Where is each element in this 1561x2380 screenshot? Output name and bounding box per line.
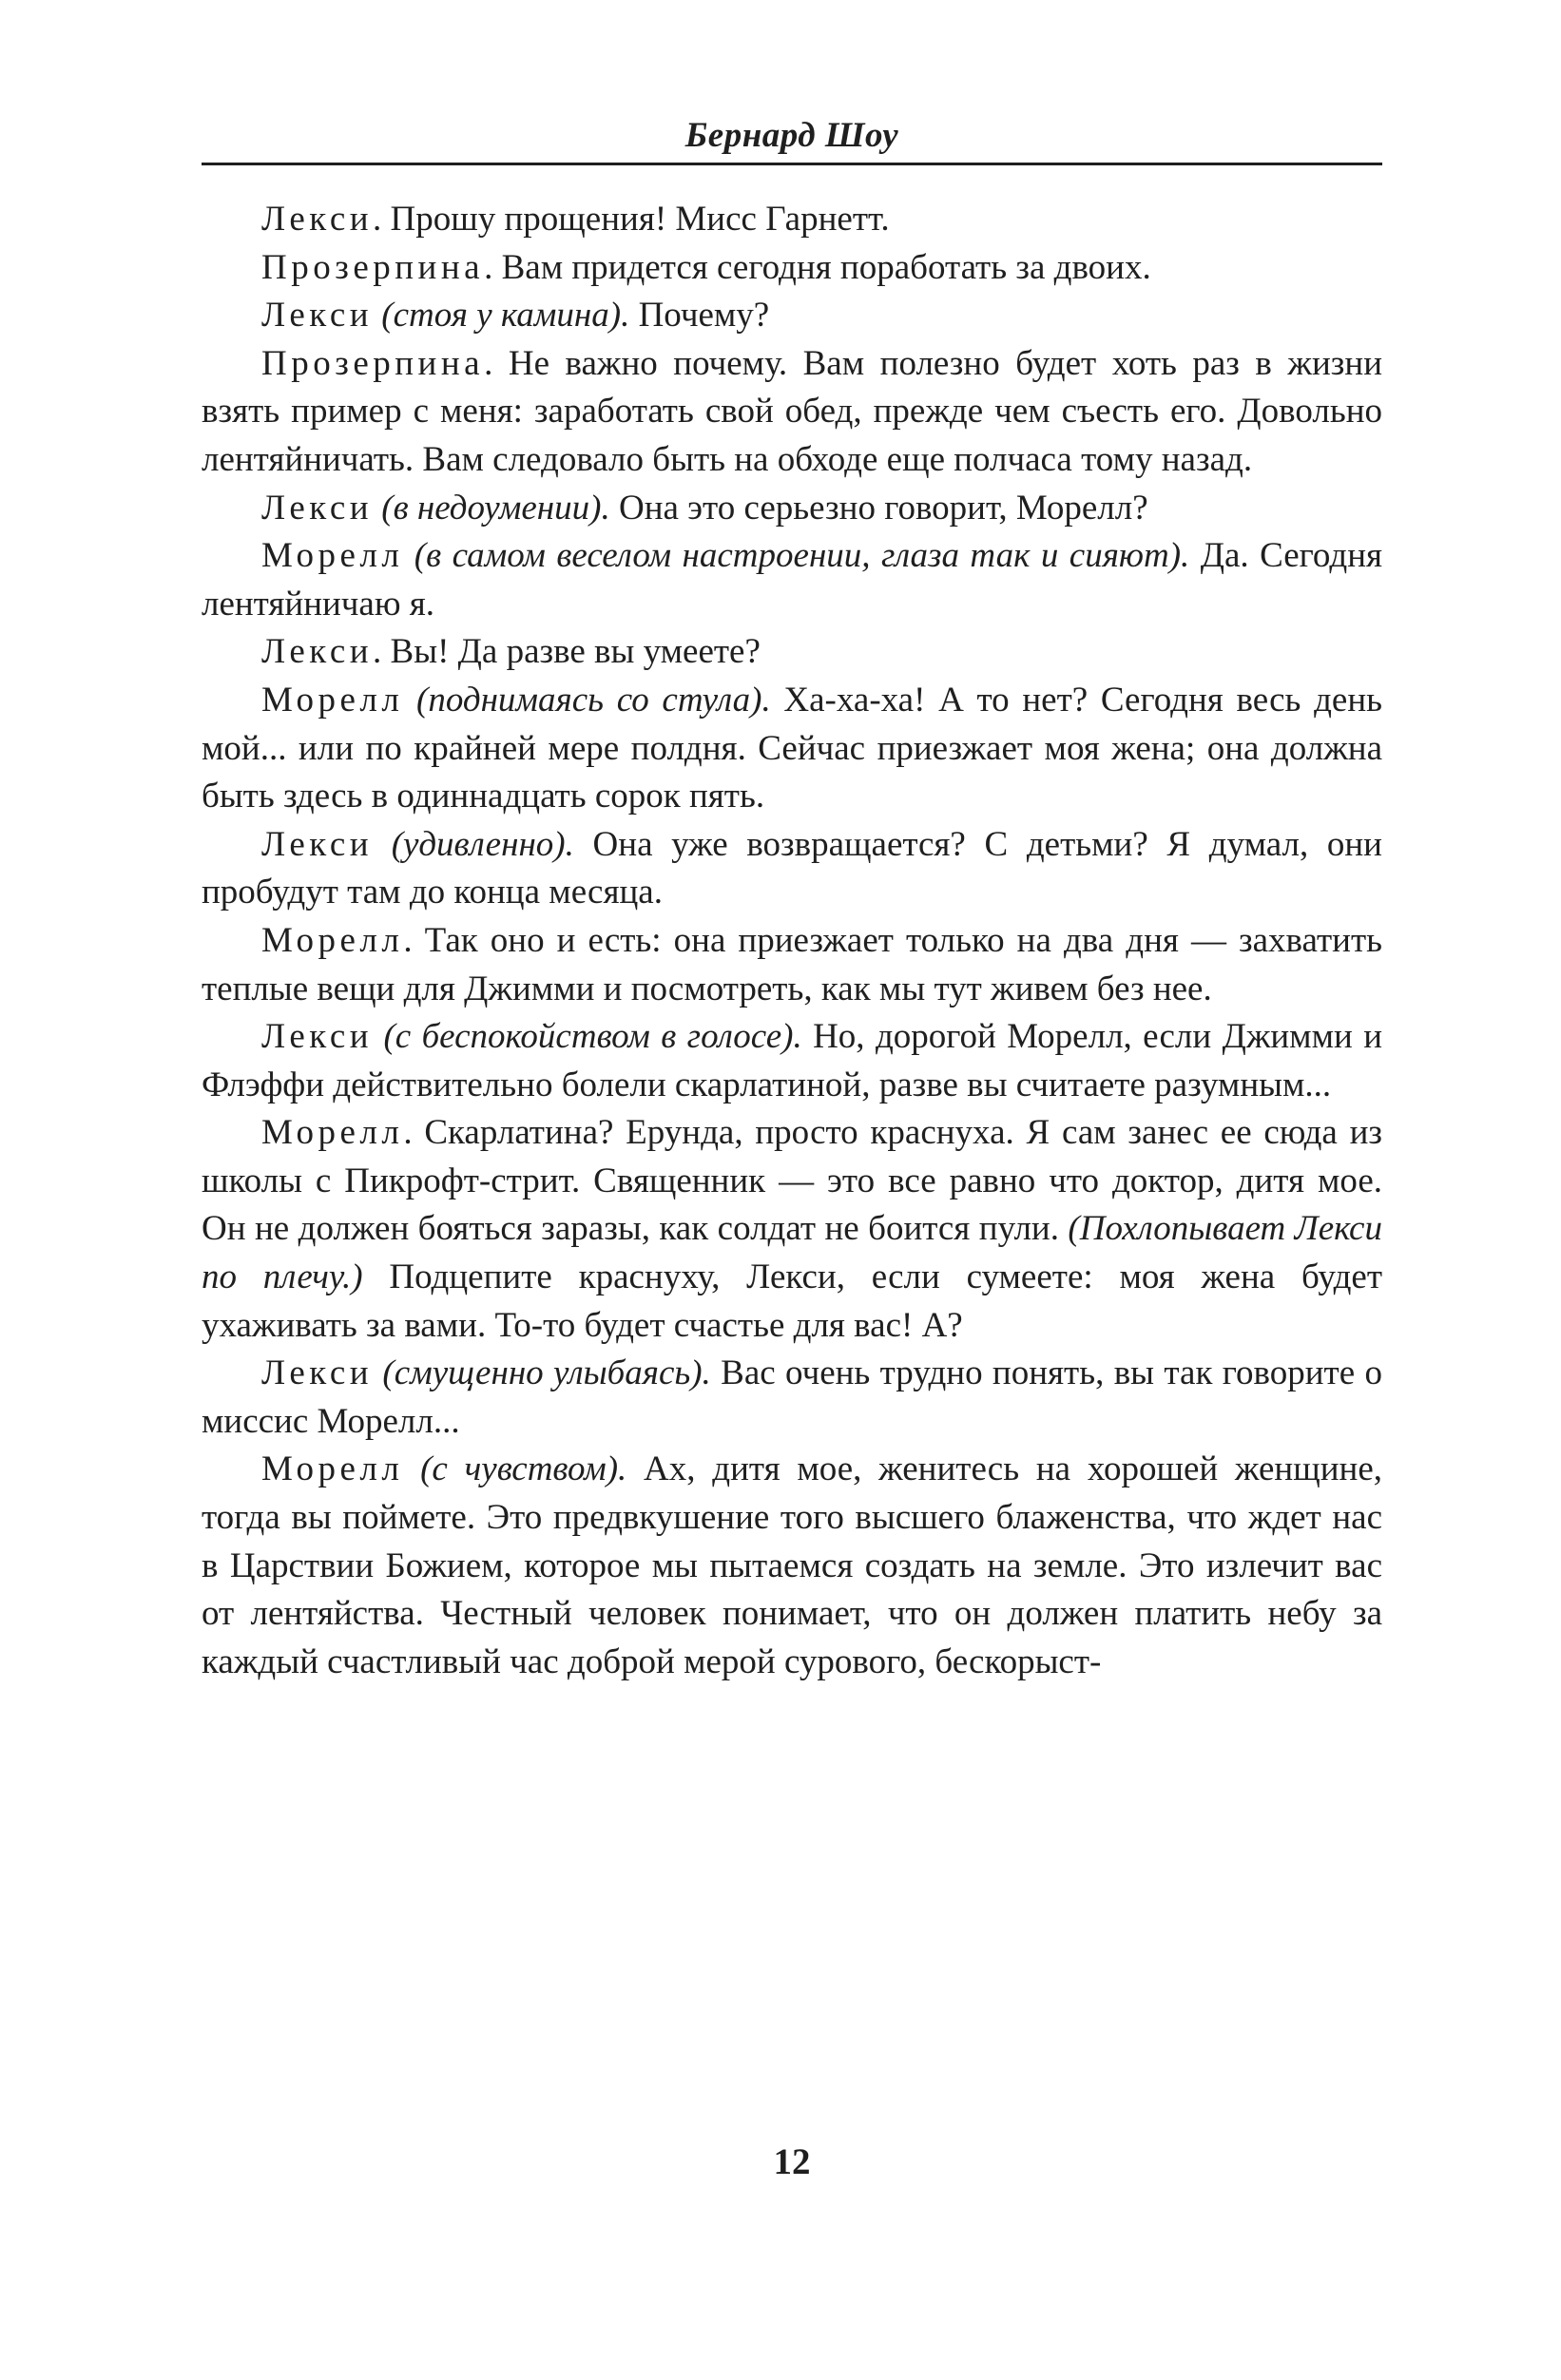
speaker-name: Морелл <box>261 536 404 576</box>
dialogue-paragraph <box>202 917 1382 1013</box>
dialogue-paragraph <box>202 532 1382 628</box>
dialogue-text: Подцепите краснуху, Лекси, если сумеете: моя жена будет ухаживать за вами. То-то будет счастье для вас! А? <box>202 1257 1382 1345</box>
dialogue-paragraph <box>202 1446 1382 1686</box>
dialogue-paragraph <box>202 292 1382 340</box>
dialogue-paragraph <box>202 1350 1382 1446</box>
dialogue-text <box>373 1353 382 1392</box>
stage-direction: (Похлопывает Лекси по плечу.) <box>202 1209 1382 1297</box>
speaker-name: Лекси <box>261 488 374 528</box>
dialogue-text: Ах, дитя мое, женитесь на хорошей женщине, тогда вы поймете. Это предвкушение того высшего блаженства, что ждет нас в Царствии Божием, которое мы пытаемся создать на земле. Это излечит вас от лентяйства. Честный человек понимает, что он должен платить небу за каждый счастливый час доброй мерой сурового, бескорыст- <box>202 1449 1382 1681</box>
dialogue-text: Она уже возвращается? С детьми? Я думал, они пробудут там до конца месяца. <box>202 824 1382 912</box>
dialogue-paragraph <box>202 1013 1382 1109</box>
dialogue-text: Ха-ха-ха! А то нет? Сегодня весь день мой... или по крайней мере полдня. Сейчас приезжает моя жена; она должна быть здесь в одиннадцать сорок пять. <box>202 680 1382 816</box>
dialogue-text: Вас очень трудно понять, вы так говорите о миссис Морелл... <box>202 1353 1382 1441</box>
speaker-name: Прозерпина <box>261 247 485 287</box>
dialogue-text: . Прошу прощения! Мисс Гарнетт. <box>373 200 890 239</box>
dialogue-text <box>403 1449 420 1488</box>
dialogue-text: Она это серьезно говорит, Морелл? <box>609 488 1148 528</box>
dialogue-text <box>403 681 416 720</box>
dialogue-text: Почему? <box>629 296 770 336</box>
dialogue-text: . Скарлатина? Ерунда, просто краснуха. Я сам занес ее сюда из школы с Пикрофт-стрит. Священник — это все равно что доктор, дитя мое. Он не должен бояться заразы, как солдат не боится пули. <box>202 1113 1382 1249</box>
dialogue-text: . Не важно почему. Вам полезно будет хоть раз в жизни взять пример с меня: заработать свой обед, прежде чем съесть его. Довольно лентяйничать. Вам следовало быть на обходе еще полчаса тому назад. <box>202 343 1382 479</box>
stage-direction: (в самом веселом настроении, глаза так и сияют). <box>414 536 1190 576</box>
dialogue-paragraph <box>202 485 1382 533</box>
dialogue-paragraph <box>202 1109 1382 1350</box>
speaker-name: Лекси <box>261 632 374 672</box>
page-number: 12 <box>773 2141 811 2182</box>
stage-direction: (с беспокойством в голосе). <box>383 1017 802 1057</box>
dialogue-text: . Вам придется сегодня поработать за двоих. <box>484 247 1151 287</box>
dialogue-text <box>373 1017 383 1056</box>
running-head-author: Бернард Шоу <box>684 116 899 155</box>
dialogue-text: Да. Сегодня лентяйничаю я. <box>202 536 1383 624</box>
speaker-name: Морелл <box>261 920 404 960</box>
dialogue-paragraph <box>202 196 1382 244</box>
play-text <box>202 196 1382 1686</box>
dialogue-paragraph <box>202 821 1382 917</box>
speaker-name: Лекси <box>261 824 374 864</box>
stage-direction: (удивленно). <box>391 824 574 864</box>
speaker-name: Лекси <box>261 1017 374 1057</box>
speaker-name: Прозерпина <box>261 343 485 383</box>
speaker-name: Морелл <box>261 1113 404 1153</box>
speaker-name: Лекси <box>261 200 374 239</box>
dialogue-text: . Так оно и есть: она приезжает только на два дня — захватить теплые вещи для Джимми и посмотреть, как мы тут живем без нее. <box>202 920 1382 1008</box>
dialogue-text <box>373 489 381 528</box>
speaker-name: Лекси <box>261 296 374 336</box>
speaker-name: Морелл <box>261 1449 404 1489</box>
dialogue-paragraph <box>202 244 1382 293</box>
dialogue-paragraph <box>202 340 1382 485</box>
speaker-name: Морелл <box>261 680 404 720</box>
dialogue-text <box>403 536 414 575</box>
dialogue-text <box>373 296 381 335</box>
header-rule <box>202 163 1382 165</box>
stage-direction: (в недоумении). <box>381 488 610 528</box>
stage-direction: (смущенно улыбаясь). <box>382 1353 711 1393</box>
speaker-name: Лекси <box>261 1353 374 1393</box>
dialogue-paragraph <box>202 628 1382 677</box>
dialogue-paragraph <box>202 677 1382 821</box>
stage-direction: (стоя у камина). <box>381 296 630 336</box>
stage-direction: (с чувством). <box>420 1449 627 1489</box>
stage-direction: (поднимаясь со стула). <box>416 680 771 720</box>
dialogue-text: Но, дорогой Морелл, если Джимми и Флэффи действительно болели скарлатиной, разве вы считаете разумным... <box>202 1017 1382 1104</box>
dialogue-text: . Вы! Да разве вы умеете? <box>373 632 761 672</box>
dialogue-text <box>373 825 392 864</box>
